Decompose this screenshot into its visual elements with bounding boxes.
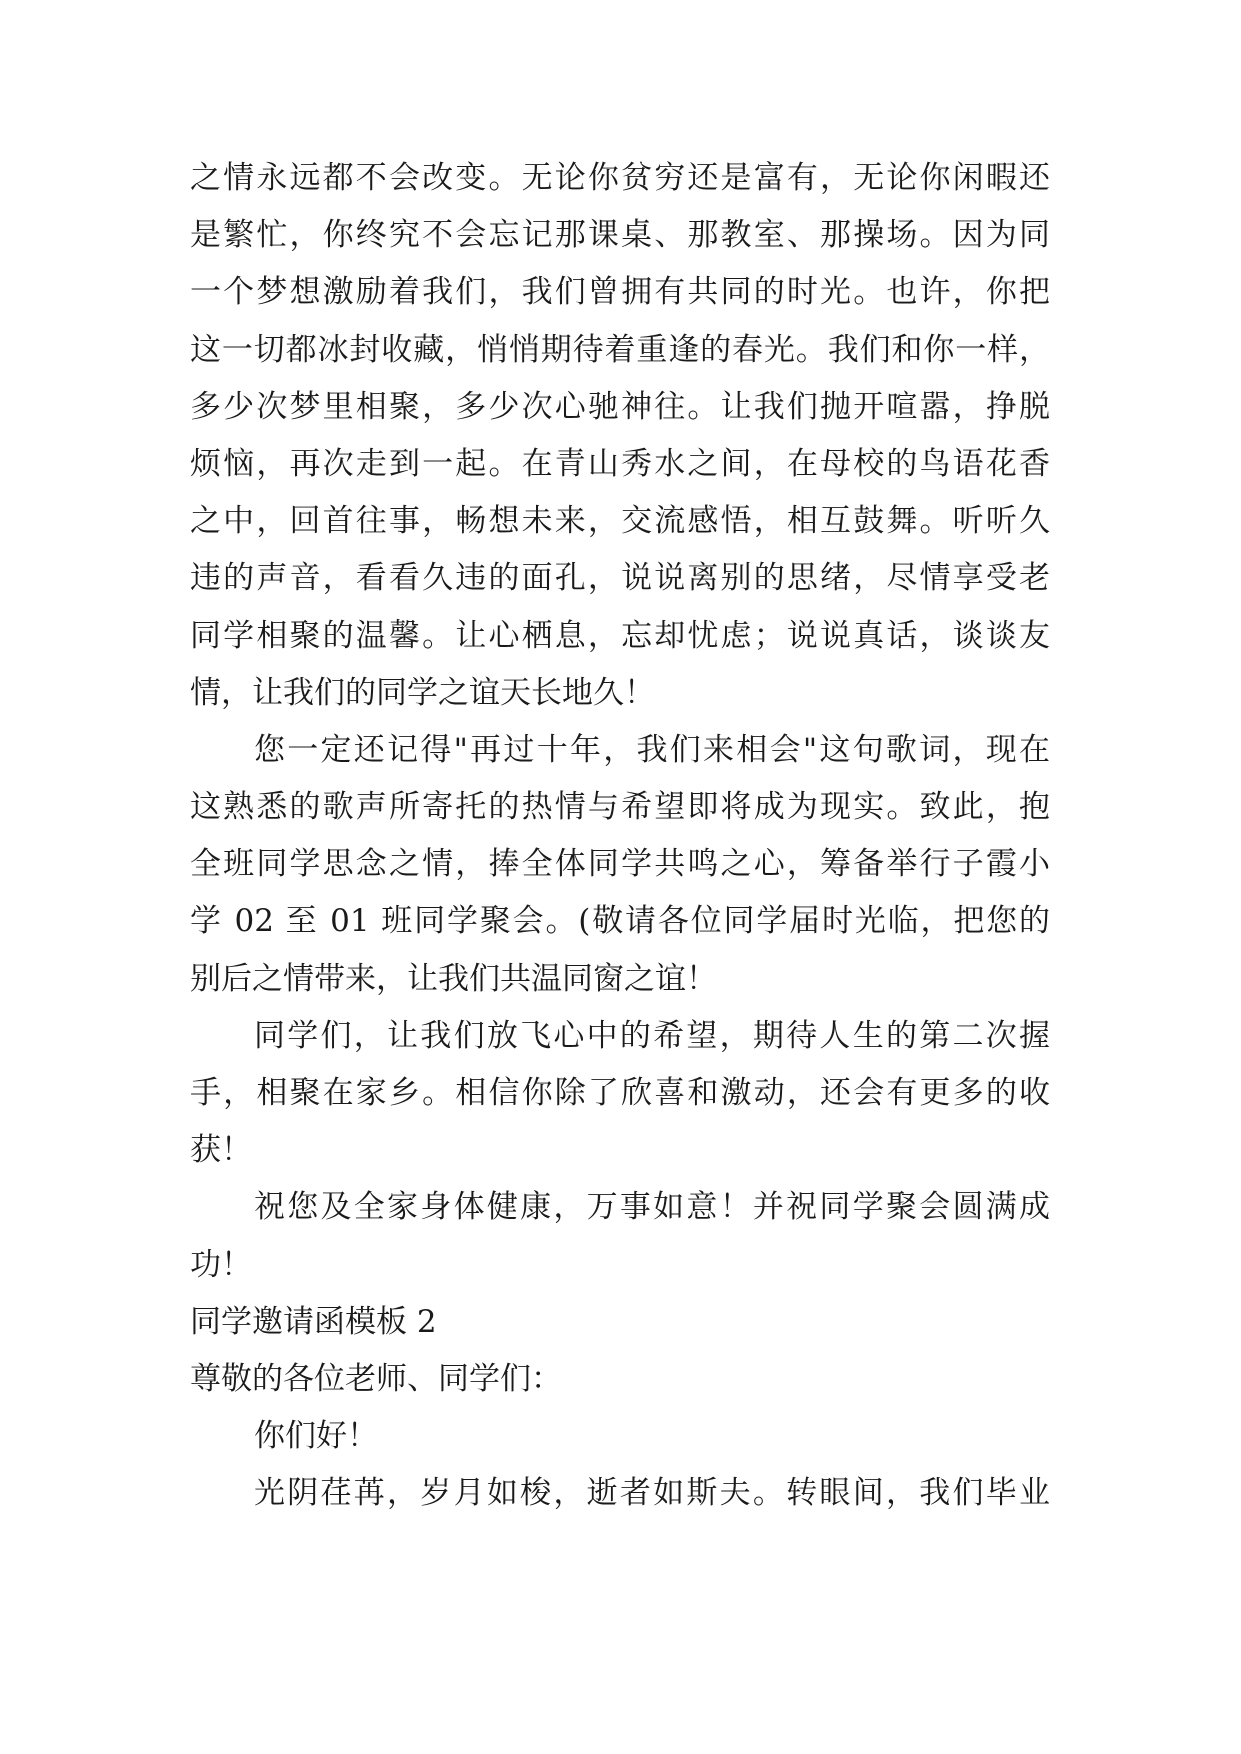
text-line: 之中，回首往事，畅想未来，交流感悟，相互鼓舞。听听久 xyxy=(190,503,1050,540)
text-line: 获！ xyxy=(190,1132,252,1169)
text-line: 全班同学思念之情，捧全体同学共鸣之心，筹备举行子霞小 xyxy=(190,846,1050,883)
text-line: 之情永远都不会改变。无论你贫穷还是富有，无论你闲暇还 xyxy=(190,160,1050,196)
text-line: 功！ xyxy=(190,1246,252,1283)
text-line: 同学们，让我们放飞心中的希望，期待人生的第二次握 xyxy=(254,1017,1050,1054)
text-line: 光阴荏苒，岁月如梭，逝者如斯夫。转眼间，我们毕业 xyxy=(254,1475,1050,1512)
salutation: 尊敬的各位老师、同学们： xyxy=(190,1360,562,1397)
text-line: 这熟悉的歌声所寄托的热情与希望即将成为现实。致此，抱 xyxy=(190,789,1050,826)
text-line: 是繁忙，你终究不会忘记那课桌、那教室、那操场。因为同 xyxy=(190,217,1050,254)
text-line: 这一切都冰封收藏，悄悄期待着重逢的春光。我们和你一样， xyxy=(190,331,1050,368)
text-line: 别后之情带来，让我们共温同窗之谊！ xyxy=(190,960,717,997)
text-line: 烦恼，再次走到一起。在青山秀水之间，在母校的鸟语花香 xyxy=(190,445,1050,482)
text-line: 同学相聚的温馨。让心栖息，忘却忧虑；说说真话，谈谈友 xyxy=(190,617,1050,654)
greeting: 你们好！ xyxy=(254,1418,378,1455)
text-line: 多少次梦里相聚，多少次心驰神往。让我们抛开喧嚣，挣脱 xyxy=(190,388,1050,425)
document-page xyxy=(190,150,1050,1523)
text-line: 您一定还记得"再过十年，我们来相会"这句歌词，现在 xyxy=(254,731,1050,768)
text-line: 祝您及全家身体健康，万事如意！并祝同学聚会圆满成 xyxy=(254,1189,1050,1226)
text-line: 手，相聚在家乡。相信你除了欣喜和激动，还会有更多的收 xyxy=(190,1075,1050,1111)
section-heading: 同学邀请函模板 2 xyxy=(190,1303,437,1340)
text-line: 学 02 至 01 班同学聚会。(敬请各位同学届时光临，把您的 xyxy=(190,903,1050,940)
text-line: 情，让我们的同学之谊天长地久！ xyxy=(190,674,655,711)
text-line: 违的声音，看看久违的面孔，说说离别的思绪，尽情享受老 xyxy=(190,560,1050,597)
text-line: 一个梦想激励着我们，我们曾拥有共同的时光。也许，你把 xyxy=(190,274,1050,311)
